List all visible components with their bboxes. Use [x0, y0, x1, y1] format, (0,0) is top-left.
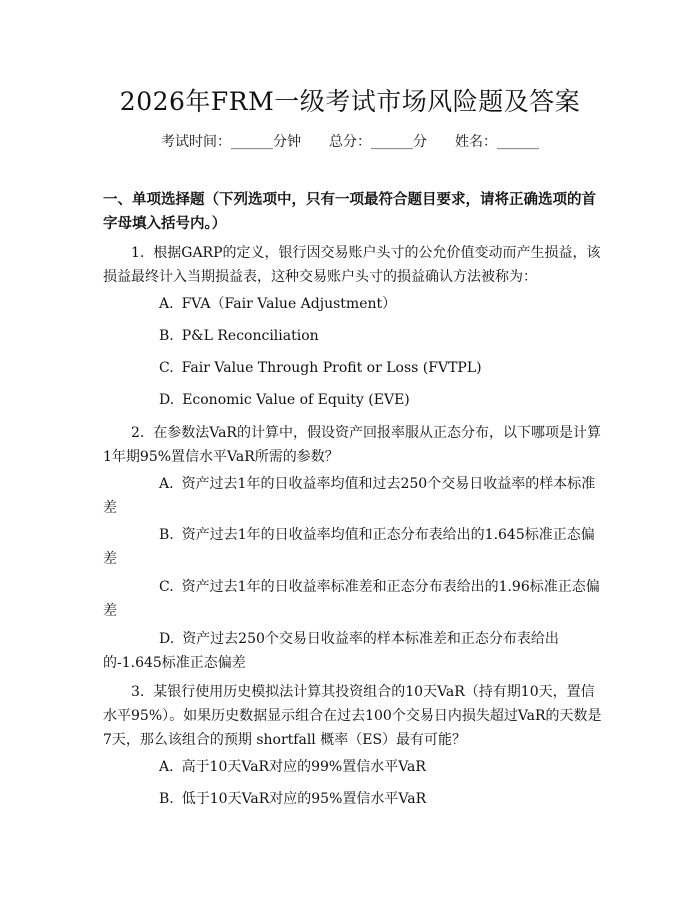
option-text: 资产过去1年的日收益率均值和正态分布表给出的1.645标准正态偏差 [103, 527, 595, 567]
question-1 [103, 241, 603, 289]
option-text: 资产过去1年的日收益率均值和过去250个交易日收益率的样本标准差 [103, 476, 596, 516]
section-heading: 一、单项选择题（下列选项中，只有一项最符合题目要求，请将正确选项的首字母填入括号内。） [103, 192, 596, 232]
option-text: FVA（Fair Value Adjustment） [181, 296, 397, 312]
question-3-option-b [103, 787, 603, 811]
option-letter: B. [159, 328, 174, 344]
option-text: 低于10天VaR对应的95%置信水平VaR [181, 791, 427, 807]
question-2-option-b [103, 523, 603, 571]
question-text: 某银行使用历史模拟法计算其投资组合的10天VaR（持有期10天，置信水平95%）。如果历史数据显示组合在过去100个交易日内损失超过VaR的天数是7天，那么该组合的预期 shortfall 概率（ES）最有可能？ [103, 684, 602, 748]
question-number: 3. [131, 684, 145, 700]
exam-meta [0, 131, 700, 151]
question-2-option-a [103, 472, 603, 520]
question-1-option-d [103, 388, 603, 412]
question-text: 根据GARP的定义，银行因交易账户头寸的公允价值变动而产生损益，该损益最终计入当期损益表，这种交易账户头寸的损益确认方法被称为： [103, 245, 601, 285]
option-text: 资产过去250个交易日收益率的样本标准差和正态分布表给出的-1.645标准正态偏差 [103, 631, 559, 671]
option-letter: A. [159, 476, 174, 492]
question-2-option-c [103, 575, 603, 623]
option-letter: A. [159, 296, 174, 312]
question-1-option-b [103, 324, 603, 348]
option-text: 资产过去1年的日收益率标准差和正态分布表给出的1.96标准正态偏差 [103, 579, 600, 619]
option-letter: A. [159, 759, 174, 775]
option-letter: C. [159, 579, 174, 595]
question-1-option-c [103, 356, 603, 380]
option-letter: C. [159, 360, 174, 376]
option-text: P&L Reconciliation [181, 328, 319, 344]
exam-time-field: 考试时间：______分钟 [161, 134, 301, 150]
question-text: 在参数法VaR的计算中，假设资产回报率服从正态分布，以下哪项是计算1年期95%置信水平VaR所需的参数？ [103, 425, 601, 465]
total-score-field: 总分：______分 [329, 134, 427, 150]
question-number: 2. [131, 425, 145, 441]
question-3-option-a [103, 755, 603, 779]
option-text: Fair Value Through Profit or Loss (FVTPL) [181, 360, 482, 376]
question-2-option-d [103, 627, 603, 675]
question-1-option-a [103, 292, 603, 316]
option-text: 高于10天VaR对应的99%置信水平VaR [181, 759, 426, 775]
option-letter: D. [159, 392, 175, 408]
option-letter: D. [159, 631, 175, 647]
name-field: 姓名：______ [455, 134, 539, 150]
option-text: Economic Value of Equity (EVE) [182, 392, 410, 408]
question-2 [103, 421, 603, 469]
question-number: 1. [131, 245, 145, 261]
question-3 [103, 680, 603, 752]
option-letter: B. [159, 527, 174, 543]
option-letter: B. [159, 791, 174, 807]
document-title: 2026年FRM一级考试市场风险题及答案 [119, 87, 581, 116]
